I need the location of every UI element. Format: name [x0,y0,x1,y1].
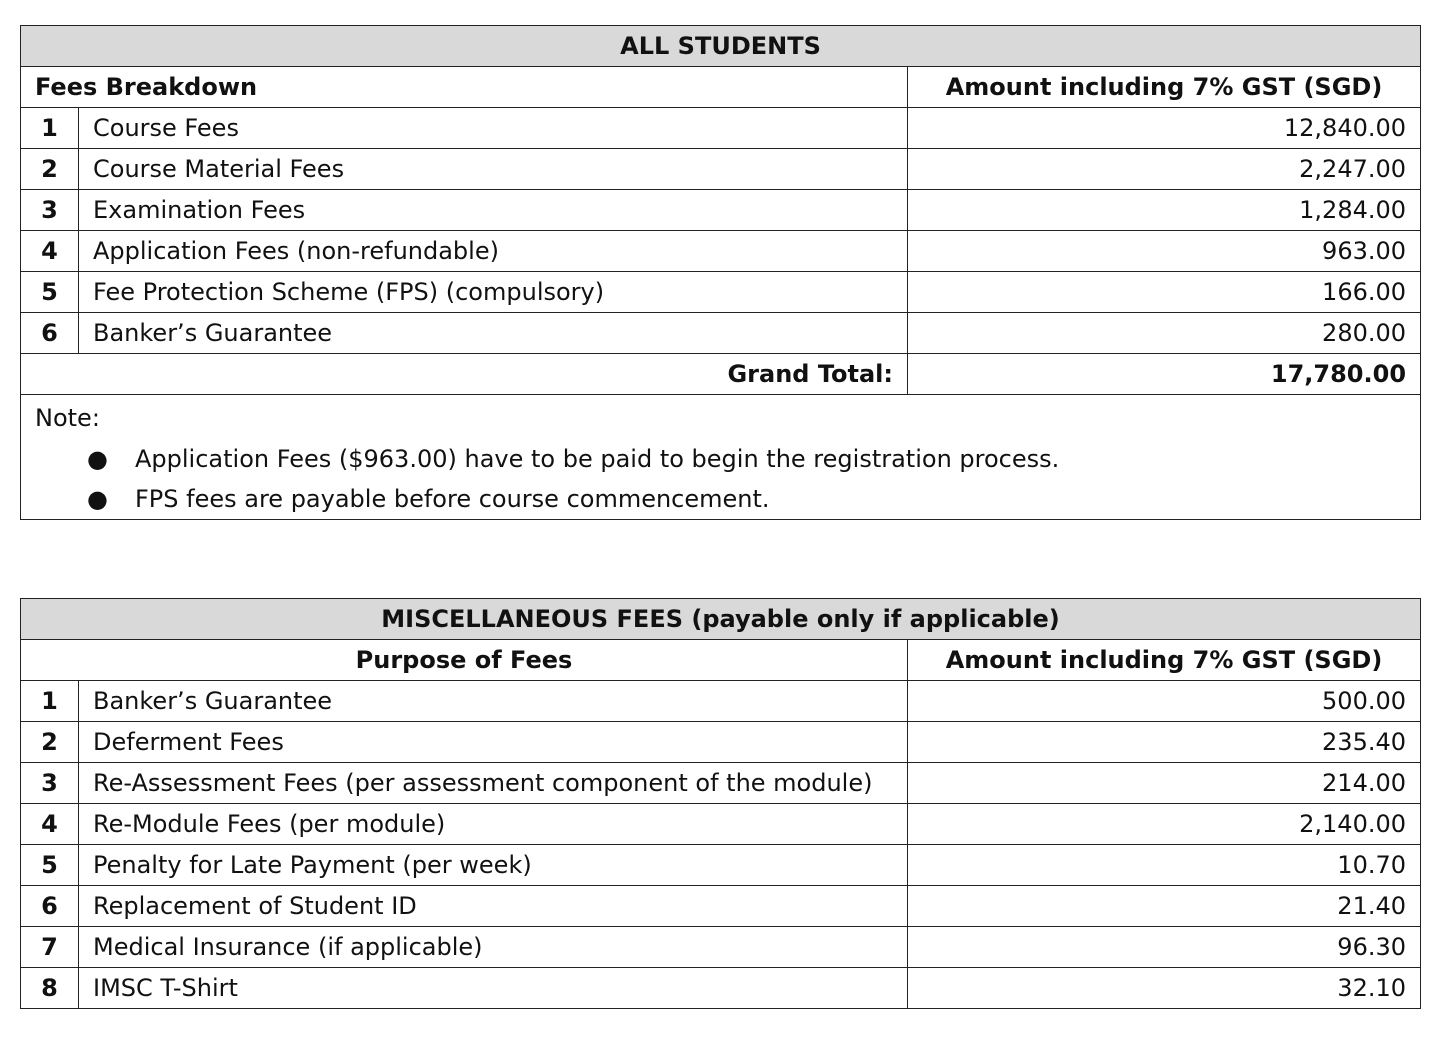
fee-label: Re-Assessment Fees (per assessment component of the module) [79,763,908,804]
note-text: FPS fees are payable before course commencement. [135,485,770,513]
fee-amount: 96.30 [908,927,1421,968]
misc-fees-table [20,598,1421,1009]
fee-label: Deferment Fees [79,722,908,763]
note-label: Note: [35,404,100,432]
fee-amount: 21.40 [908,886,1421,927]
table-row [21,804,1421,845]
row-number: 2 [21,149,79,190]
row-number: 8 [21,968,79,1009]
fee-amount: 2,247.00 [908,149,1421,190]
fee-amount: 1,284.00 [908,190,1421,231]
row-number: 1 [21,108,79,149]
bullet-icon: ● [87,485,108,513]
fee-label: IMSC T-Shirt [79,968,908,1009]
fee-label: Penalty for Late Payment (per week) [79,845,908,886]
fee-amount: 235.40 [908,722,1421,763]
note-section [21,395,1421,520]
fee-amount: 500.00 [908,681,1421,722]
fee-amount: 12,840.00 [908,108,1421,149]
table-row [21,272,1421,313]
fee-amount: 10.70 [908,845,1421,886]
row-number: 7 [21,927,79,968]
row-number: 3 [21,763,79,804]
fee-label: Medical Insurance (if applicable) [79,927,908,968]
grand-total-amount: 17,780.00 [908,354,1421,395]
note-text: Application Fees ($963.00) have to be paid to begin the registration process. [135,445,1060,473]
fees-breakdown-header: Fees Breakdown [21,67,908,108]
row-number: 5 [21,272,79,313]
fee-amount: 32.10 [908,968,1421,1009]
all-students-table [20,25,1421,520]
fee-label: Re-Module Fees (per module) [79,804,908,845]
row-number: 3 [21,190,79,231]
table-row [21,886,1421,927]
misc-fees-title: MISCELLANEOUS FEES (payable only if applicable) [21,599,1421,640]
fee-label: Examination Fees [79,190,908,231]
fee-amount: 214.00 [908,763,1421,804]
fee-label: Course Material Fees [79,149,908,190]
fee-label: Replacement of Student ID [79,886,908,927]
all-students-title: ALL STUDENTS [21,26,1421,67]
table-row [21,313,1421,354]
fee-label: Banker’s Guarantee [79,681,908,722]
fee-label: Application Fees (non-refundable) [79,231,908,272]
row-number: 5 [21,845,79,886]
fee-label: Fee Protection Scheme (FPS) (compulsory) [79,272,908,313]
table-row [21,149,1421,190]
fee-amount: 963.00 [908,231,1421,272]
row-number: 4 [21,231,79,272]
grand-total-label: Grand Total: [21,354,908,395]
purpose-header: Purpose of Fees [21,640,908,681]
table-row [21,190,1421,231]
amount-header: Amount including 7% GST (SGD) [908,67,1421,108]
table-row [21,927,1421,968]
fee-label: Course Fees [79,108,908,149]
table-row [21,968,1421,1009]
note-row [21,395,1421,520]
note-item [87,439,1406,479]
note-item [87,479,1406,519]
row-number: 4 [21,804,79,845]
bullet-icon: ● [87,445,108,473]
row-number: 2 [21,722,79,763]
row-number: 6 [21,313,79,354]
fee-amount: 166.00 [908,272,1421,313]
table-row [21,231,1421,272]
fee-label: Banker’s Guarantee [79,313,908,354]
grand-total-row [21,354,1421,395]
fee-amount: 280.00 [908,313,1421,354]
table-row [21,722,1421,763]
row-number: 1 [21,681,79,722]
table-row [21,108,1421,149]
fee-amount: 2,140.00 [908,804,1421,845]
table-row [21,763,1421,804]
row-number: 6 [21,886,79,927]
note-list [35,439,1406,519]
amount-header: Amount including 7% GST (SGD) [908,640,1421,681]
table-row [21,845,1421,886]
table-row [21,681,1421,722]
